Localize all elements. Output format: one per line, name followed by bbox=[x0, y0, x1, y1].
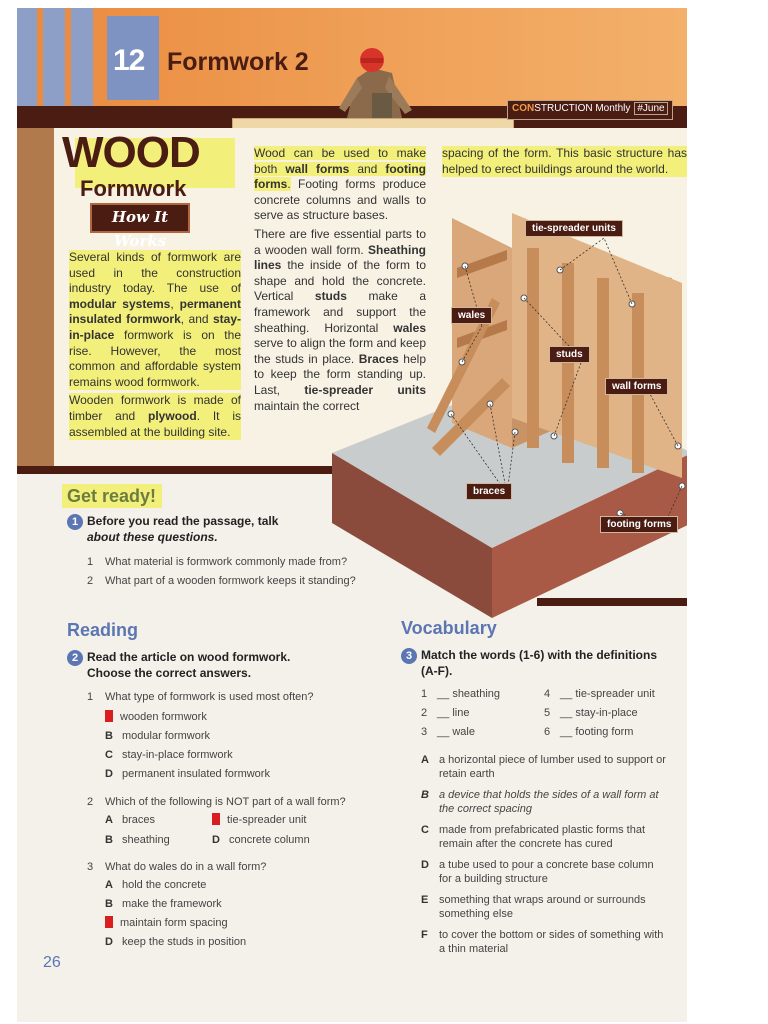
chapter-title: Formwork 2 bbox=[167, 48, 309, 76]
vocab-word-list-1 bbox=[421, 685, 500, 742]
magazine-banner bbox=[507, 100, 673, 120]
article-column-3 bbox=[442, 146, 687, 180]
get-ready-questions bbox=[87, 555, 367, 589]
reading-question-3: 3 What do wales do in a wall form? bbox=[87, 861, 267, 873]
wall-form-diagram bbox=[332, 198, 687, 618]
section-divider bbox=[537, 598, 687, 606]
list-item: 6 __ footing form bbox=[544, 726, 634, 738]
article-paragraph: There are five essential parts to a wooden wall form. Sheathing lines the inside of the form to shape and hold the concrete. Vertical studs make a framework and support the sheathing. Horizontal wales serve to align the form and keep the studs in place. Braces help to keep the form standing up. Last, tie-spreader units maintain the correct bbox=[254, 226, 426, 413]
answer-option[interactable]: C stay-in-place formwork bbox=[105, 749, 233, 761]
get-ready-title: Get ready! bbox=[67, 486, 157, 506]
instruction-text: Choose the correct answers. bbox=[87, 666, 252, 680]
header-stripe bbox=[17, 8, 37, 113]
section-divider bbox=[17, 466, 337, 474]
article-text: Footing forms produce concrete columns and walls to serve as structure bases. bbox=[254, 177, 426, 223]
definition-item: B a device that holds the sides of a wall form at the correct spacing bbox=[421, 789, 659, 815]
diagram-label-wall-forms: wall forms bbox=[605, 378, 668, 395]
article-paragraph: spacing of the form. This basic structure has helped to erect buildings around the world. bbox=[442, 146, 687, 176]
answer-mark bbox=[105, 710, 113, 722]
definition-item: F to cover the bottom or sides of something with a thin material bbox=[421, 929, 664, 955]
exercise-number: 2 bbox=[67, 650, 83, 666]
exercise-number: 1 bbox=[67, 514, 83, 530]
diagram-label-wales: wales bbox=[451, 307, 492, 324]
header-stripe bbox=[43, 8, 65, 113]
answer-option[interactable]: B sheathing bbox=[105, 834, 170, 846]
diagram-label-braces: braces bbox=[466, 483, 512, 500]
answer-option[interactable]: A hold the concrete bbox=[105, 879, 207, 891]
list-item: 1 __ sheathing bbox=[421, 688, 501, 700]
definition-item: A a horizontal piece of lumber used to support or retain earth bbox=[421, 754, 666, 780]
list-item: 2 __ line bbox=[421, 707, 470, 719]
how-it-works-badge: How It Works bbox=[90, 203, 190, 233]
answer-mark bbox=[212, 813, 220, 825]
textbook-page bbox=[17, 8, 687, 1022]
worker-illustration bbox=[317, 38, 427, 128]
answer-option[interactable]: wooden formwork bbox=[105, 710, 207, 724]
answer-option[interactable]: B modular formwork bbox=[105, 730, 211, 742]
answer-option[interactable]: tie-spreader unit bbox=[212, 813, 307, 827]
answer-option[interactable]: D permanent insulated formwork bbox=[105, 768, 270, 780]
definition-item: D a tube used to pour a concrete base column for a building structure bbox=[421, 859, 654, 885]
magazine-name: STRUCTION Monthly bbox=[534, 103, 631, 114]
article-left-border bbox=[17, 128, 54, 468]
article-title: WOOD bbox=[62, 128, 200, 177]
chapter-number: 12 bbox=[113, 44, 145, 77]
answer-option[interactable]: D concrete column bbox=[212, 834, 310, 846]
vocab-word-list-2 bbox=[544, 685, 655, 742]
list-item: 5 __ stay-in-place bbox=[544, 707, 638, 719]
definition-item: C made from prefabricated plastic forms that remain after the concrete has cured bbox=[421, 824, 646, 850]
magazine-issue: #June bbox=[634, 102, 667, 115]
answer-option[interactable]: A braces bbox=[105, 814, 156, 826]
magazine-accent: CON bbox=[512, 103, 535, 114]
list-item: 4 __ tie-spreader unit bbox=[544, 688, 655, 700]
diagram-label-footing-forms: footing forms bbox=[600, 516, 678, 533]
header-stripe bbox=[71, 8, 93, 113]
diagram-label-tie-spreader: tie-spreader units bbox=[525, 220, 623, 237]
answer-option[interactable]: B make the framework bbox=[105, 898, 222, 910]
answer-option[interactable]: maintain form spacing bbox=[105, 916, 228, 930]
reading-title: Reading bbox=[67, 620, 139, 640]
reading-question-2: 2 Which of the following is NOT part of a wall form? bbox=[87, 796, 346, 808]
article-paragraph: Wooden formwork is made of timber and plywood. It is assembled at the building site. bbox=[69, 393, 241, 439]
get-ready-instruction bbox=[67, 514, 278, 545]
article-paragraph: Wood can be used to make both wall forms and footing forms. Footing forms produce concrete columns and walls to serve as structure bases. bbox=[254, 146, 426, 223]
answer-option[interactable]: D keep the studs in position bbox=[105, 936, 247, 948]
reading-question-1: 1 What type of formwork is used most often? bbox=[87, 691, 314, 703]
instruction-text: Read the article on wood formwork. bbox=[87, 650, 291, 664]
instruction-text: (A-F). bbox=[421, 664, 453, 678]
diagram-label-studs: studs bbox=[549, 346, 590, 363]
list-item: 1 What material is formwork commonly made from? bbox=[87, 556, 348, 568]
article-column-1 bbox=[69, 250, 241, 443]
article-paragraph: Several kinds of formwork are used in the construction industry today. The use of modular systems, permanent insulated formwork, and stay-in-place formwork is on the rise. However, the most common and affordable system remains wood formwork. bbox=[69, 250, 241, 389]
page-number: 26 bbox=[43, 954, 61, 971]
answer-mark bbox=[105, 916, 113, 928]
vocabulary-title: Vocabulary bbox=[401, 618, 497, 638]
instruction-text: about these questions. bbox=[87, 530, 218, 544]
instruction-text: Before you read the passage, talk bbox=[87, 514, 279, 528]
list-item: 3 __ wale bbox=[421, 726, 475, 738]
list-item: 2 What part of a wooden formwork keeps it standing? bbox=[87, 575, 356, 587]
reading-instruction bbox=[67, 650, 290, 681]
definition-item: E something that wraps around or surrounds something else bbox=[421, 894, 646, 920]
exercise-number: 3 bbox=[401, 648, 417, 664]
vocabulary-instruction bbox=[401, 648, 657, 679]
article-subtitle: Formwork bbox=[80, 176, 187, 201]
instruction-text: Match the words (1-6) with the definitions bbox=[421, 648, 658, 662]
